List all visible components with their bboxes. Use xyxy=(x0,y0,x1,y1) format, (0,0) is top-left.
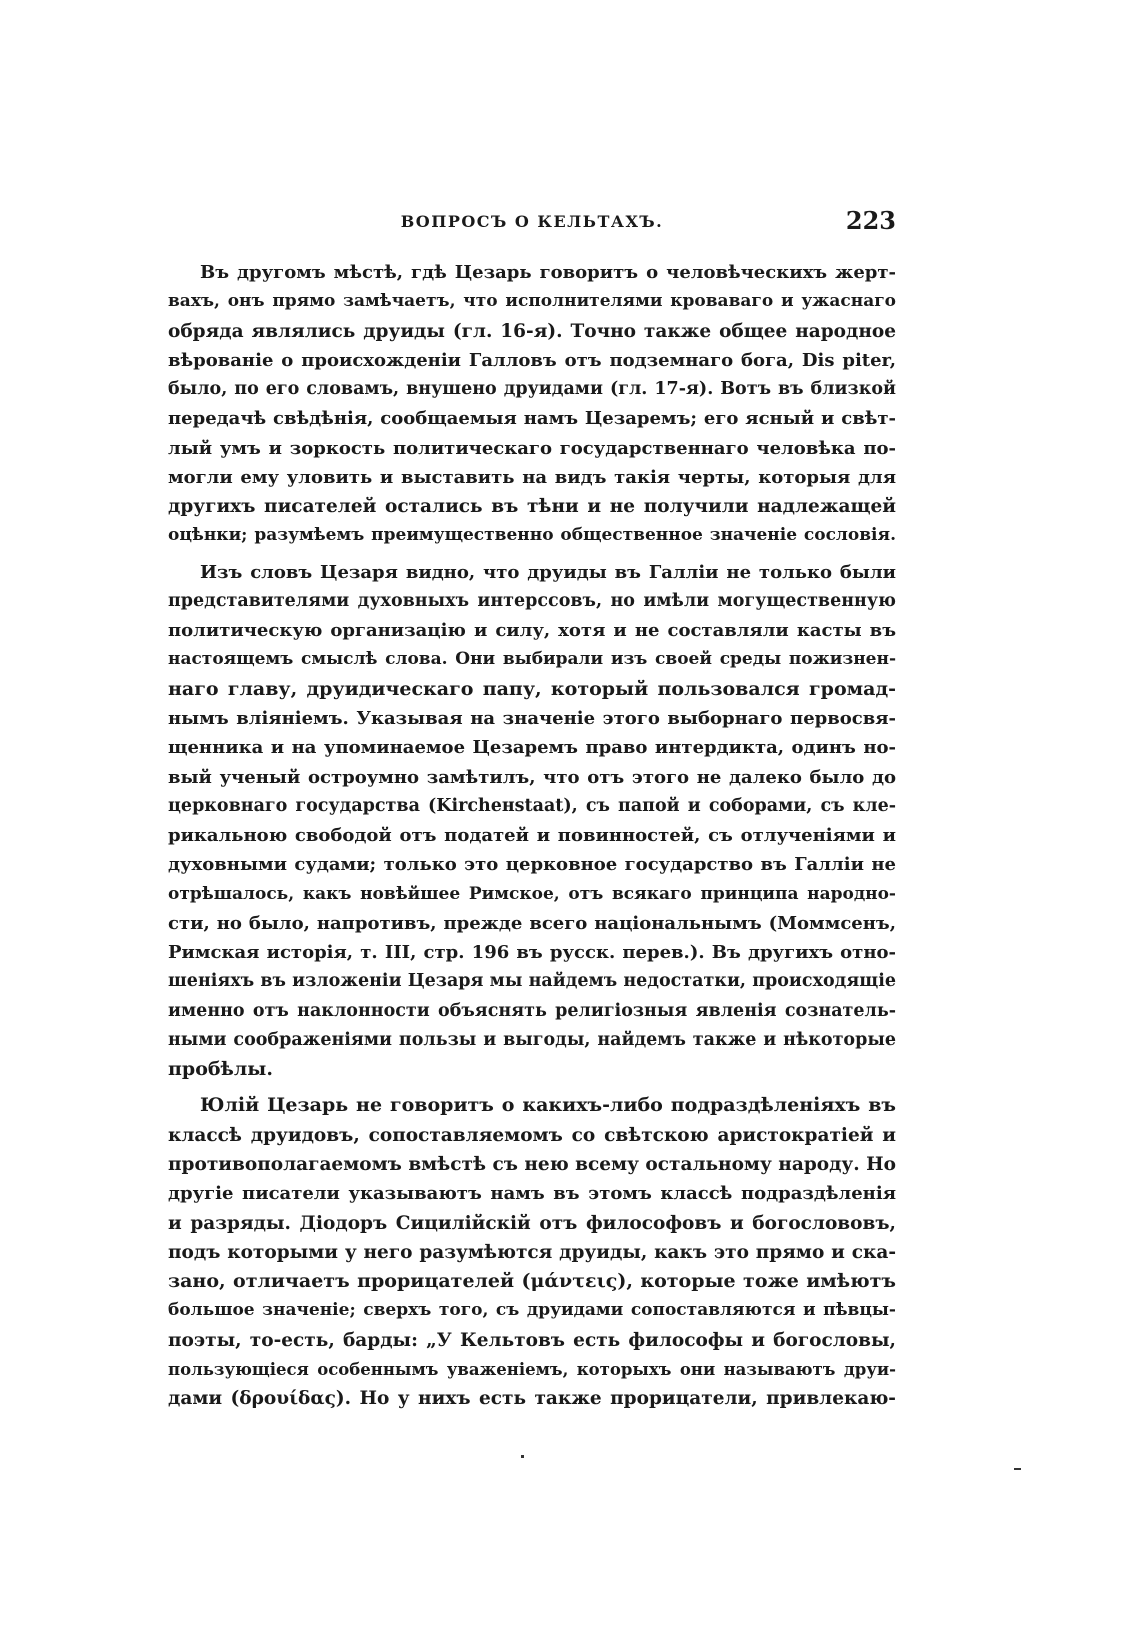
text-line: настоящемъ смыслѣ слова. Они выбирали изъ своей среды пожизнен- xyxy=(168,649,896,670)
text-line: ными соображеніями пользы и выгоды, найдемъ также и нѣкоторые xyxy=(168,1029,896,1050)
text-line: политическую организацію и силу, хотя и не составляли касты въ xyxy=(168,620,896,642)
text-line: подъ которыми у него разумѣются друиды, какъ это прямо и ска- xyxy=(168,1241,896,1263)
text-line: именно отъ наклонности объяснять религіозныя явленія сознатель- xyxy=(168,1000,896,1021)
text-line: церковнаго государства (Kircheнstaat), съ папой и соборами, съ кле- xyxy=(168,795,896,816)
running-title: ВОПРОСЪ О КЕЛЬТАХЪ. xyxy=(400,212,664,231)
paragraph xyxy=(168,258,896,551)
text-line: дами (δρουίδας). Но у нихъ есть также прорицатели, привлекаю- xyxy=(168,1388,896,1410)
paragraph xyxy=(168,1091,896,1413)
text-line: другіе писатели указываютъ намъ въ этомъ классѣ подраздѣленія xyxy=(168,1183,896,1205)
text-line: пользующіеся особеннымъ уваженіемъ, которыхъ они называютъ друи- xyxy=(168,1359,896,1379)
text-line: зано, отличаетъ прорицателей (μάντεις), которые тоже имѣютъ xyxy=(168,1270,896,1293)
text-line: лый умъ и зоркость политическаго государственнаго человѣка по- xyxy=(168,437,896,459)
scan-speck xyxy=(1014,1468,1021,1470)
text-line: пробѣлы. xyxy=(168,1058,273,1081)
text-line: вѣрованіе о происхожденіи Галловъ отъ подземнаго бога, Dis piter, xyxy=(168,349,896,371)
scan-speck xyxy=(521,1455,524,1458)
text-line: представителями духовныхъ интерссовъ, но имѣли могущественную xyxy=(168,590,896,611)
text-line: Изъ словъ Цезаря видно, что друиды въ Галліи не только были xyxy=(200,561,896,583)
text-line: отрѣшалось, какъ новѣйшее Римское, отъ всякаго принципа народно- xyxy=(168,883,896,904)
text-line: противополагаемомъ вмѣстѣ съ нею всему остальному народу. Но xyxy=(168,1153,896,1175)
text-line: духовными судами; только это церковное государство въ Галліи не xyxy=(168,854,896,876)
text-line: сти, но было, напротивъ, прежде всего національнымъ (Моммсенъ, xyxy=(168,912,896,934)
text-line: Римская исторія, т. III, стр. 196 въ русск. перев.). Въ другихъ отно- xyxy=(168,942,896,964)
text-line: и разряды. Діодоръ Сицилійскій отъ философовъ и богослововъ, xyxy=(168,1212,896,1234)
text-line: рикальною свободой отъ податей и повинностей, съ отлученіями и xyxy=(168,825,896,847)
text-line: обряда являлись друиды (гл. 16-я). Точно также общее народное xyxy=(168,320,896,342)
text-line: могли ему уловить и выставить на видъ такія черты, которыя для xyxy=(168,466,896,488)
text-line: другихъ писателей остались въ тѣни и не получили надлежащей xyxy=(168,496,896,518)
text-line: оцѣнки; разумѣемъ преимущественно общественное значеніе сословія. xyxy=(168,525,896,546)
text-line: было, по его словамъ, внушено друидами (гл. 17-я). Вотъ въ близкой xyxy=(168,379,896,400)
paragraph xyxy=(168,558,896,1085)
page-header xyxy=(168,206,896,240)
text-line: щенника и на упоминаемое Цезаремъ право интердикта, одинъ но- xyxy=(168,737,896,759)
text-line: классѣ друидовъ, сопоставляемомъ со свѣтскою аристократіей и xyxy=(168,1124,896,1146)
text-line: шеніяхъ въ изложеніи Цезаря мы найдемъ недостатки, происходящіе xyxy=(168,971,896,992)
text-line: Въ другомъ мѣстѣ, гдѣ Цезарь говоритъ о человѣческихъ жерт- xyxy=(200,262,896,283)
text-line: вый ученый остроумно замѣтилъ, что отъ этого не далеко было до xyxy=(168,766,896,788)
text-line: большое значеніе; сверхъ того, съ друидами сопоставляются и пѣвцы- xyxy=(168,1300,896,1321)
text-line: Юлій Цезарь не говоритъ о какихъ-либо подраздѣленіяхъ въ xyxy=(200,1094,896,1117)
body-text xyxy=(168,258,896,1413)
text-line: вахъ, онъ прямо замѣчаетъ, что исполнителями кроваваго и ужаснаго xyxy=(168,291,896,312)
text-line: наго главу, друидическаго папу, который пользовался громад- xyxy=(168,677,896,700)
text-line: нымъ вліяніемъ. Указывая на значеніе этого выборнаго первосвя- xyxy=(168,707,896,729)
text-line: передачѣ свѣдѣнія, сообщаемыя намъ Цезаремъ; его ясный и свѣт- xyxy=(168,408,896,430)
text-line: поэты, то-есть, барды: „У Кельтовъ есть философы и богословы, xyxy=(168,1329,896,1351)
page-number: 223 xyxy=(845,206,896,235)
